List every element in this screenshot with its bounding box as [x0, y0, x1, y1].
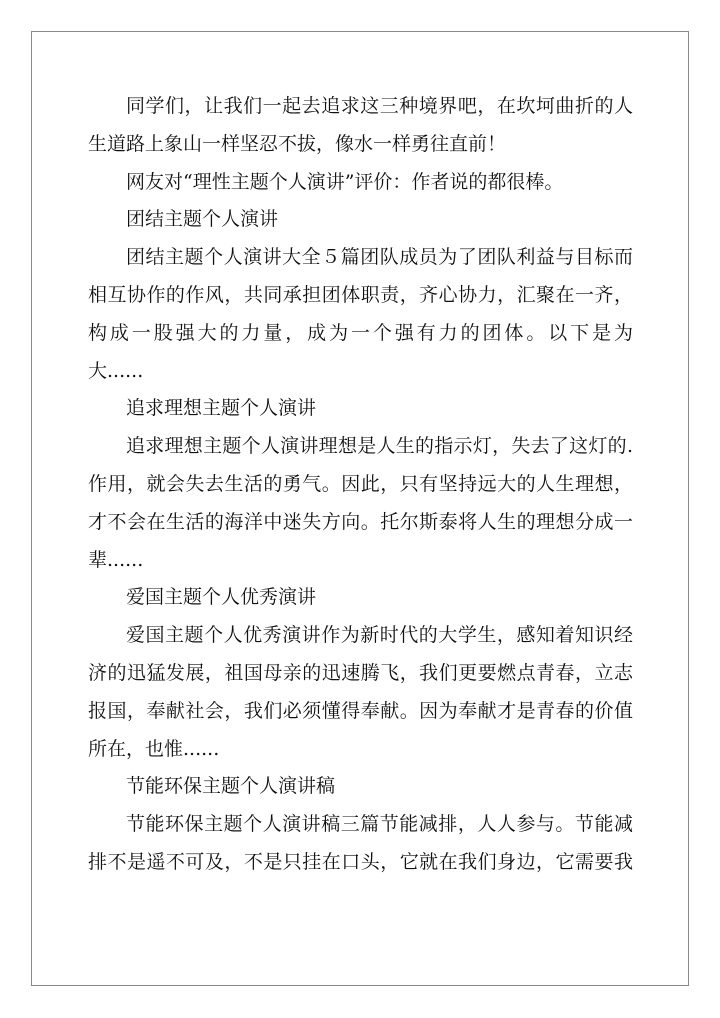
text-line: 构成一股强大的力量，成为一个强有力的团体。以下是为	[88, 321, 633, 344]
text-line: 追求理想主题个人演讲	[126, 397, 317, 420]
text-line: 所在，也惟......	[88, 737, 220, 760]
text-line: 才不会在生活的海洋中迷失方向。托尔斯泰将人生的理想分成一	[88, 510, 633, 533]
text-line: 大......	[88, 359, 144, 382]
text-line: 追求理想主题个人演讲理想是人生的指示灯，失去了这灯的.	[126, 435, 633, 458]
document-body	[88, 88, 633, 882]
text-line: 报国，奉献社会，我们必须懂得奉献。因为奉献才是青春的价值	[88, 699, 633, 722]
text-line: 排不是遥不可及，不是只挂在口头，它就在我们身边，它需要我	[88, 850, 633, 873]
text-line: 网友对“理性主题个人演讲”评价：作者说的都很棒。	[126, 170, 564, 193]
text-line: 爱国主题个人优秀演讲作为新时代的大学生，感知着知识经	[126, 624, 633, 647]
text-line: 济的迅猛发展，祖国母亲的迅速腾飞，我们更要燃点青春，立志	[88, 661, 633, 684]
text-line: 爱国主题个人优秀演讲	[126, 586, 317, 609]
text-line: 相互协作的作风，共同承担团体职责，齐心协力，汇聚在一齐，	[88, 283, 633, 306]
text-line: 节能环保主题个人演讲稿	[126, 775, 336, 798]
text-line: 辈......	[88, 548, 144, 571]
text-line: 团结主题个人演讲大全５篇团队成员为了团队利益与目标而	[126, 246, 633, 269]
text-line: 节能环保主题个人演讲稿三篇节能减排，人人参与。节能减	[126, 813, 633, 836]
text-line: 同学们，让我们一起去追求这三种境界吧，在坎坷曲折的人	[126, 95, 633, 117]
text-line: 生道路上象山一样坚忍不拔，像水一样勇往直前！	[88, 132, 507, 155]
text-line: 作用，就会失去生活的勇气。因此，只有坚持远大的人生理想，	[88, 472, 633, 495]
text-line: 团结主题个人演讲	[126, 208, 279, 231]
